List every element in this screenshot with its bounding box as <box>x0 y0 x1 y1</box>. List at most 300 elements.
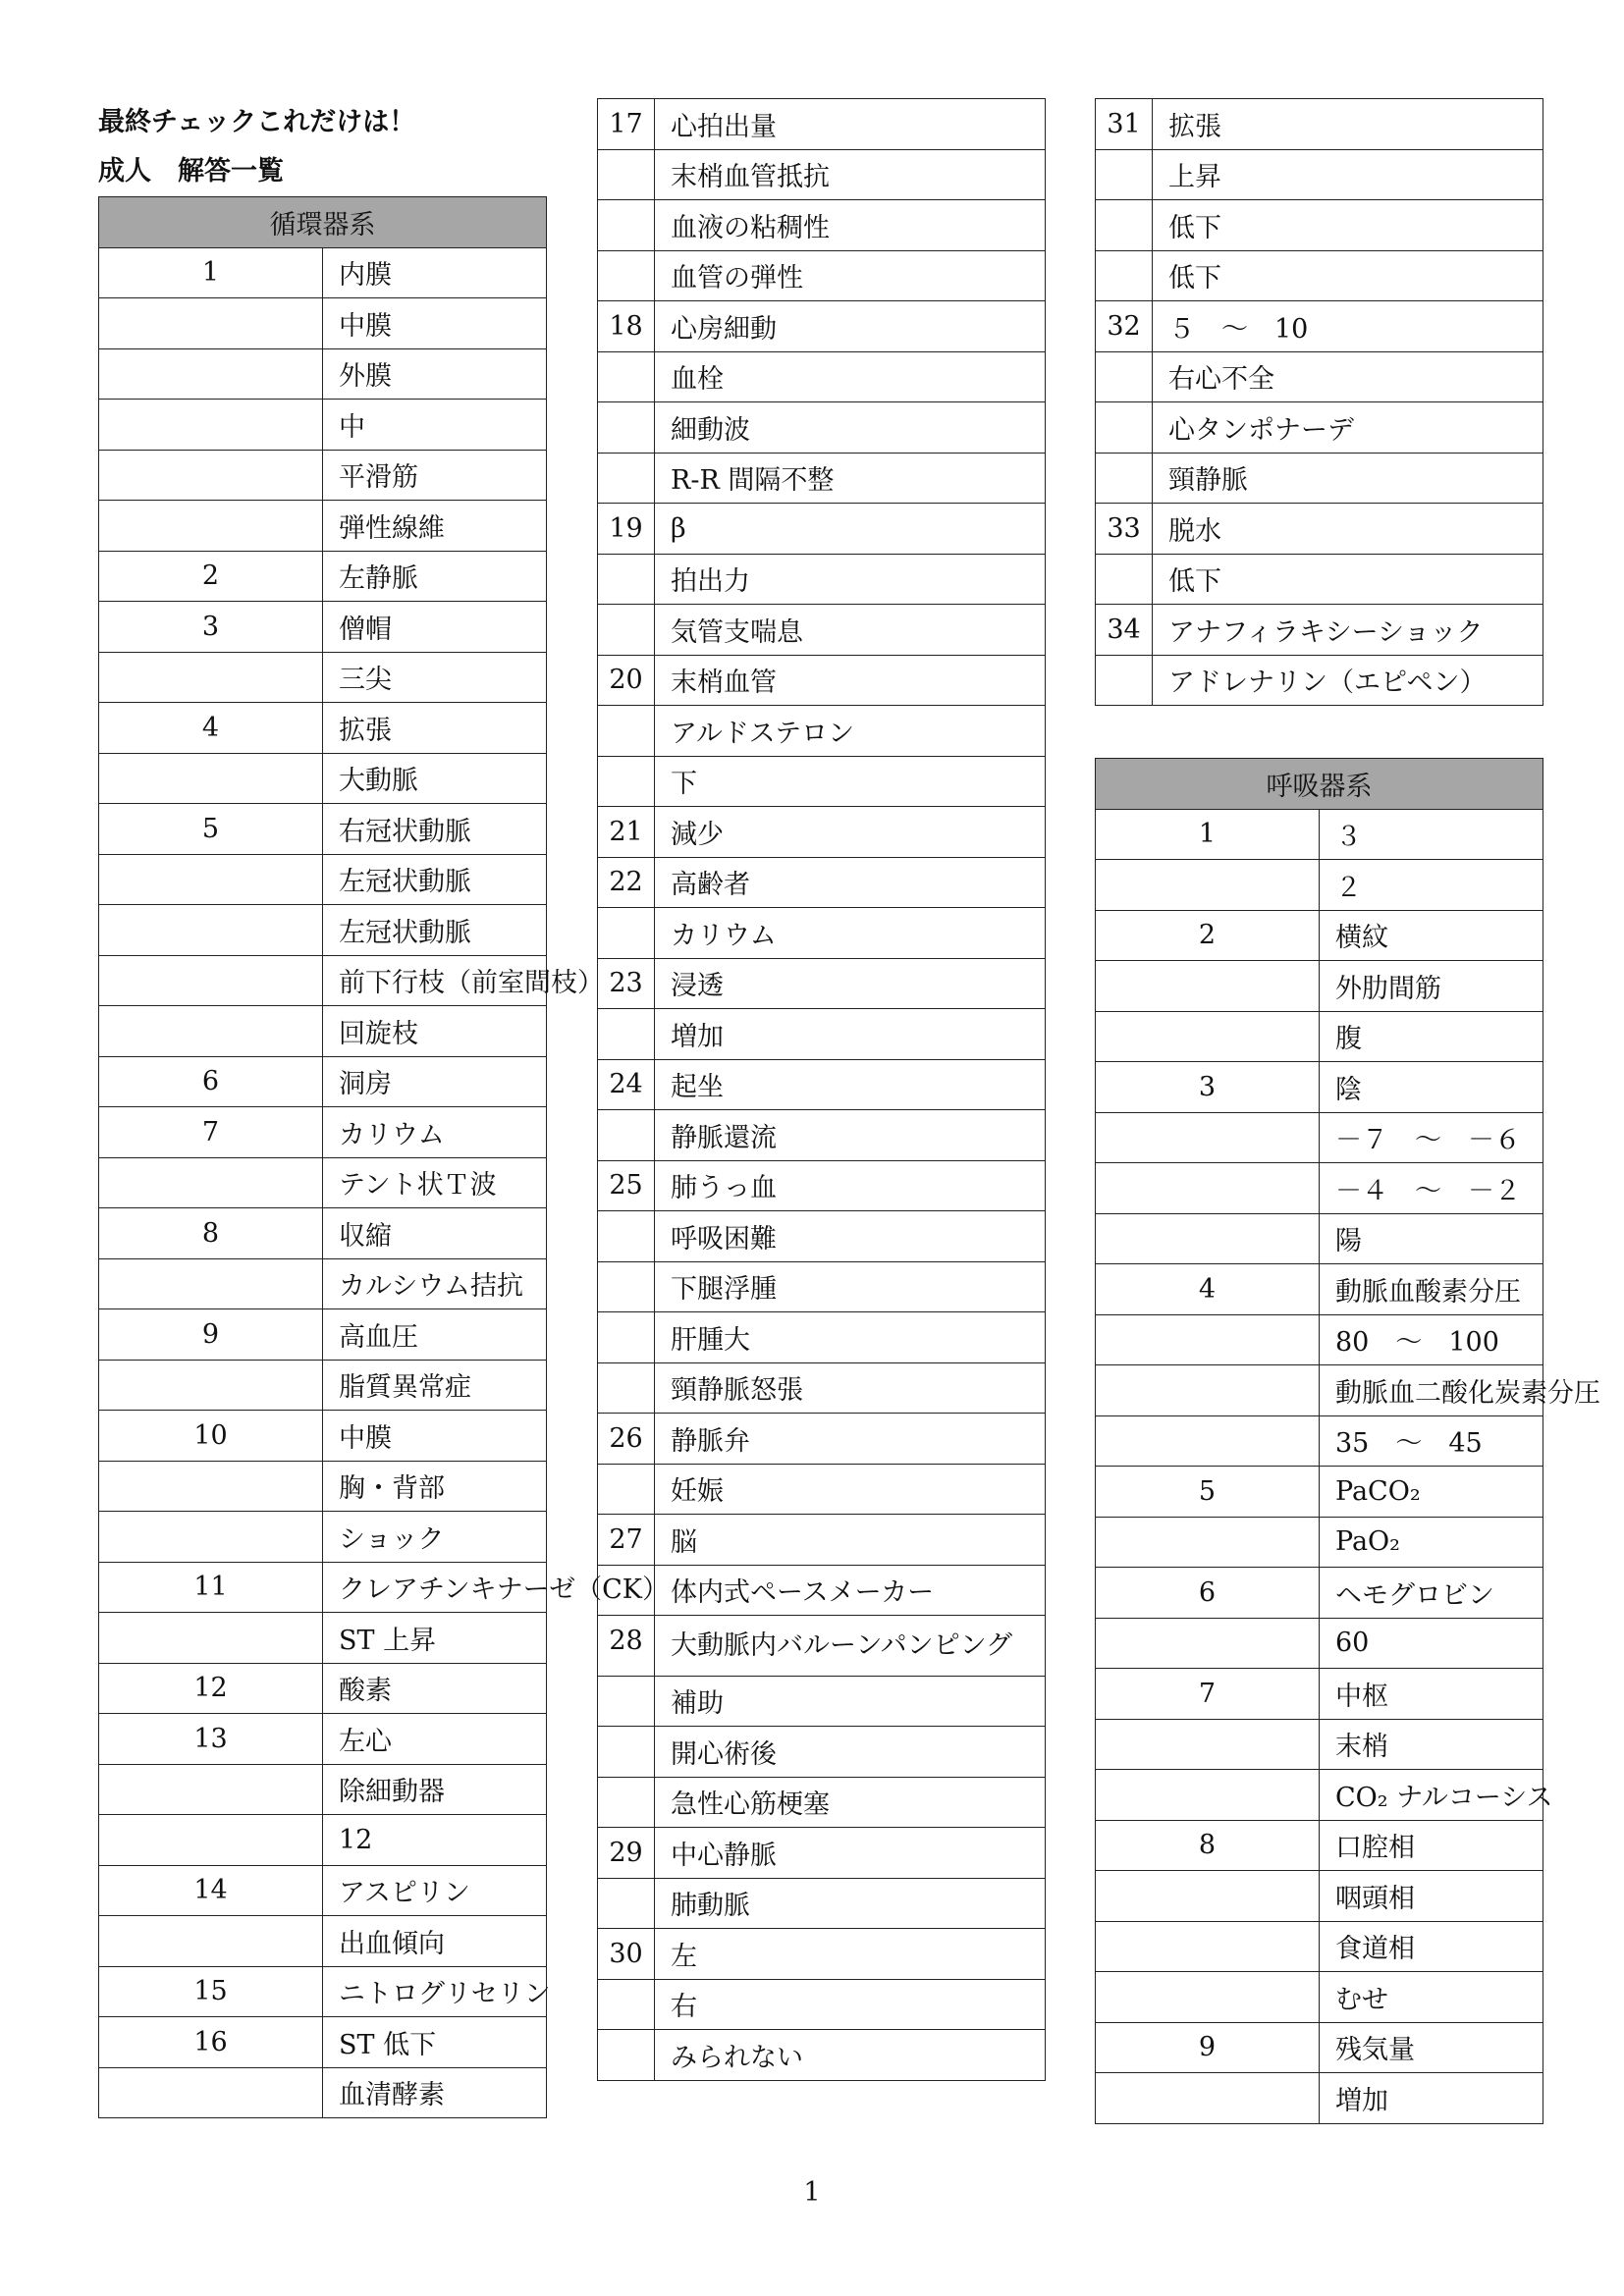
question-number <box>99 905 323 956</box>
page-number: 1 <box>803 2177 821 2208</box>
question-number <box>1096 1011 1320 1062</box>
question-number <box>1096 1972 1320 2023</box>
table-row <box>1096 1213 1543 1264</box>
table-row <box>1096 2073 1543 2124</box>
question-number <box>1096 1921 1320 1972</box>
question-number <box>1096 1365 1320 1416</box>
question-number <box>598 1565 655 1616</box>
answer-text: アルドステロン <box>655 706 1046 757</box>
table-row <box>1096 351 1543 402</box>
table-row <box>598 1362 1046 1414</box>
answer-text: 心拍出量 <box>655 99 1046 150</box>
section-header-row <box>99 197 547 248</box>
answer-text: 動脈血酸素分圧 <box>1320 1264 1543 1315</box>
answer-text: 拡張 <box>1153 99 1543 150</box>
answer-text: テント状Ｔ波 <box>323 1157 547 1208</box>
table-row <box>1096 99 1543 150</box>
answer-text: 洞房 <box>323 1056 547 1107</box>
question-number <box>1096 1314 1320 1365</box>
page-title: 最終チェックこれだけは！ <box>98 107 416 137</box>
table-row <box>598 504 1046 555</box>
question-number <box>598 149 655 200</box>
table-row <box>1096 1062 1543 1113</box>
question-number: 9 <box>1096 2022 1320 2073</box>
table-row <box>99 1562 547 1613</box>
table-row <box>598 1727 1046 1778</box>
table-row <box>598 857 1046 908</box>
table-row <box>598 605 1046 656</box>
table-row <box>598 200 1046 251</box>
answer-text: 脳 <box>655 1515 1046 1566</box>
question-number <box>99 652 323 703</box>
table-row <box>99 1360 547 1411</box>
question-number <box>99 1512 323 1563</box>
table-row <box>1096 2022 1543 2073</box>
answer-text: 右 <box>655 1979 1046 2030</box>
table-row <box>99 1764 547 1815</box>
question-number <box>99 1258 323 1309</box>
question-number: 4 <box>99 703 323 754</box>
answer-text: 脂質異常症 <box>323 1360 547 1411</box>
question-number <box>598 1464 655 1515</box>
answer-text: ３ <box>1320 809 1543 860</box>
question-number <box>99 1006 323 1057</box>
table-row <box>1096 860 1543 911</box>
question-number <box>598 605 655 656</box>
table-row <box>1096 1972 1543 2023</box>
answer-text: 80 ～ 100 <box>1320 1314 1543 1365</box>
table-row <box>598 1828 1046 1879</box>
table-row <box>99 2017 547 2068</box>
question-number <box>598 1110 655 1161</box>
question-number: 19 <box>598 504 655 555</box>
answer-text: 胸・背部 <box>323 1461 547 1512</box>
table-row <box>99 1309 547 1361</box>
answer-text: 末梢血管 <box>655 655 1046 706</box>
table-row <box>1096 1467 1543 1518</box>
table-row <box>99 703 547 754</box>
question-number <box>598 453 655 504</box>
answer-text: 左冠状動脈 <box>323 854 547 905</box>
question-number: 7 <box>99 1107 323 1158</box>
table-row <box>1096 1568 1543 1619</box>
answer-text: むせ <box>1320 1972 1543 2023</box>
section-title: 循環器系 <box>99 197 547 248</box>
question-number <box>1096 1871 1320 1922</box>
table-row <box>99 348 547 400</box>
question-number <box>598 351 655 402</box>
answer-text: 動脈血二酸化炭素分圧 <box>1320 1365 1543 1416</box>
answer-text: 12 <box>323 1815 547 1866</box>
answer-text: 静脈還流 <box>655 1110 1046 1161</box>
answer-text: β <box>655 504 1046 555</box>
answer-text: 血管の弾性 <box>655 250 1046 301</box>
answer-text: 減少 <box>655 807 1046 858</box>
answer-text: アナフィラキシーショック <box>1153 605 1543 656</box>
answer-text: ２ <box>1320 860 1543 911</box>
answer-text: アスピリン <box>323 1865 547 1916</box>
question-number <box>1096 149 1153 200</box>
answer-text: 回旋枝 <box>323 1006 547 1057</box>
table-row <box>1096 402 1543 454</box>
answer-text: みられない <box>655 2030 1046 2081</box>
table-row <box>598 301 1046 352</box>
question-number: 3 <box>99 602 323 653</box>
table-row <box>598 807 1046 858</box>
table-row <box>598 1009 1046 1060</box>
question-number <box>598 2030 655 2081</box>
answer-text: 三尖 <box>323 652 547 703</box>
answer-text: アドレナリン（エピペン） <box>1153 655 1543 706</box>
answer-text: 60 <box>1320 1618 1543 1669</box>
question-number <box>99 2067 323 2118</box>
question-number <box>1096 402 1153 454</box>
question-number: 31 <box>1096 99 1153 150</box>
question-number <box>99 1613 323 1664</box>
answer-text: 咽頭相 <box>1320 1871 1543 1922</box>
table-row <box>1096 1820 1543 1871</box>
answer-text: カルシウム拮抗 <box>323 1258 547 1309</box>
question-number: 18 <box>598 301 655 352</box>
table-row <box>1096 961 1543 1012</box>
answer-text: 中心静脈 <box>655 1828 1046 1879</box>
table-row <box>99 1258 547 1309</box>
table-row <box>99 1461 547 1512</box>
answer-text: 食道相 <box>1320 1921 1543 1972</box>
table-row <box>598 1261 1046 1312</box>
question-number: 27 <box>598 1515 655 1566</box>
answer-text: 外肋間筋 <box>1320 961 1543 1012</box>
answer-text: 静脈弁 <box>655 1414 1046 1465</box>
table-row <box>598 958 1046 1009</box>
question-number: 29 <box>598 1828 655 1879</box>
question-number <box>598 1777 655 1828</box>
table-row <box>1096 301 1543 352</box>
question-number: 1 <box>99 247 323 298</box>
question-number <box>598 908 655 959</box>
answer-text: 頸静脈怒張 <box>655 1362 1046 1414</box>
question-number <box>99 1360 323 1411</box>
answer-text: 前下行枝（前室間枝） <box>323 955 547 1006</box>
answer-text: 増加 <box>1320 2073 1543 2124</box>
answer-text: 35 ～ 45 <box>1320 1415 1543 1467</box>
question-number <box>99 1815 323 1866</box>
question-number: 33 <box>1096 504 1153 555</box>
answer-text: 外膜 <box>323 348 547 400</box>
question-number <box>598 1312 655 1363</box>
question-number <box>99 1157 323 1208</box>
answer-text: 拍出力 <box>655 554 1046 605</box>
answer-text: 左冠状動脈 <box>323 905 547 956</box>
table-row <box>1096 1719 1543 1770</box>
section-title: 呼吸器系 <box>1096 759 1543 810</box>
answer-text: 中 <box>323 400 547 451</box>
question-number: 22 <box>598 857 655 908</box>
table-row <box>598 554 1046 605</box>
table-row <box>1096 554 1543 605</box>
question-number: 24 <box>598 1059 655 1110</box>
table-row <box>598 2030 1046 2081</box>
question-number <box>99 298 323 349</box>
table-row <box>99 501 547 552</box>
table-row <box>99 1613 547 1664</box>
answer-text: 残気量 <box>1320 2022 1543 2073</box>
answer-rows <box>1096 809 1600 2123</box>
question-number <box>1096 1719 1320 1770</box>
question-number: 20 <box>598 655 655 706</box>
table-row <box>598 1616 1046 1677</box>
answer-text: 末梢 <box>1320 1719 1543 1770</box>
answer-text: 呼吸困難 <box>655 1211 1046 1262</box>
table-row <box>99 1512 547 1563</box>
answer-text: 右冠状動脈 <box>323 804 547 855</box>
table-row <box>99 1056 547 1107</box>
table-row <box>99 1663 547 1714</box>
answer-text: 浸透 <box>655 958 1046 1009</box>
question-number <box>598 706 655 757</box>
answer-text: 上昇 <box>1153 149 1543 200</box>
answer-text: カリウム <box>655 908 1046 959</box>
answer-text: 左静脈 <box>323 551 547 602</box>
answer-text: 増加 <box>655 1009 1046 1060</box>
answer-text: 気管支喘息 <box>655 605 1046 656</box>
question-number <box>1096 961 1320 1012</box>
question-number <box>99 400 323 451</box>
answer-text: 除細動器 <box>323 1764 547 1815</box>
table-row <box>99 804 547 855</box>
answer-text: 出血傾向 <box>323 1916 547 1967</box>
table-row <box>99 905 547 956</box>
answer-text: 左心 <box>323 1714 547 1765</box>
answer-text: 肝腫大 <box>655 1312 1046 1363</box>
question-number <box>1096 1163 1320 1214</box>
answer-text: 低下 <box>1153 554 1543 605</box>
answer-text: 低下 <box>1153 250 1543 301</box>
question-number: 13 <box>99 1714 323 1765</box>
table-row <box>598 1312 1046 1363</box>
table-row <box>598 402 1046 454</box>
table-row <box>1096 1314 1543 1365</box>
answer-text: －４ ～ －２ <box>1320 1163 1543 1214</box>
question-number: 7 <box>1096 1669 1320 1720</box>
question-number: 14 <box>99 1865 323 1916</box>
question-number <box>1096 1213 1320 1264</box>
question-number <box>1096 250 1153 301</box>
question-number <box>1096 200 1153 251</box>
answer-text: 低下 <box>1153 200 1543 251</box>
table-row <box>1096 504 1543 555</box>
answer-text: 左 <box>655 1929 1046 1980</box>
answer-text: 頸静脈 <box>1153 453 1543 504</box>
answer-text: 腹 <box>1320 1011 1543 1062</box>
answer-text: 脱水 <box>1153 504 1543 555</box>
table-row <box>598 1464 1046 1515</box>
question-number <box>99 854 323 905</box>
question-number: 5 <box>1096 1467 1320 1518</box>
question-number: 17 <box>598 99 655 150</box>
table-row <box>99 247 547 298</box>
question-number <box>99 753 323 804</box>
question-number <box>99 450 323 501</box>
table-row <box>99 1815 547 1866</box>
question-number <box>99 348 323 400</box>
table-row <box>1096 149 1543 200</box>
answer-text: 横紋 <box>1320 910 1543 961</box>
answer-text: 起坐 <box>655 1059 1046 1110</box>
question-number: 6 <box>99 1056 323 1107</box>
question-number: 4 <box>1096 1264 1320 1315</box>
answer-text: 中膜 <box>323 298 547 349</box>
table-row <box>598 1878 1046 1929</box>
question-number: 8 <box>99 1208 323 1259</box>
table-row <box>598 1777 1046 1828</box>
answer-text: 血栓 <box>655 351 1046 402</box>
answer-text: CO₂ ナルコーシス <box>1320 1770 1543 1821</box>
answer-text: ニトログリセリン <box>323 1966 547 2017</box>
answer-text: 細動波 <box>655 402 1046 454</box>
question-number <box>1096 1618 1320 1669</box>
table-row <box>598 1929 1046 1980</box>
answer-text: ショック <box>323 1512 547 1563</box>
table-row <box>1096 1669 1543 1720</box>
question-number <box>1096 2073 1320 2124</box>
answer-text: 心房細動 <box>655 301 1046 352</box>
table-row <box>99 450 547 501</box>
answer-text: 陰 <box>1320 1062 1543 1113</box>
answer-text: PaO₂ <box>1320 1517 1543 1568</box>
question-number <box>598 1979 655 2030</box>
answer-table-circulatory-3 <box>1095 98 1543 706</box>
question-number <box>99 1764 323 1815</box>
table-row <box>99 1107 547 1158</box>
question-number <box>598 1211 655 1262</box>
table-row <box>1096 1770 1543 1821</box>
column-circulatory-end <box>1095 98 1543 706</box>
table-row <box>1096 1365 1543 1416</box>
question-number <box>598 1362 655 1414</box>
answer-text: 下腿浮腫 <box>655 1261 1046 1312</box>
table-row <box>598 351 1046 402</box>
question-number <box>598 402 655 454</box>
answer-rows <box>1096 99 1543 706</box>
answer-text: 体内式ペースメーカー <box>655 1565 1046 1616</box>
table-row <box>1096 1112 1543 1163</box>
table-row <box>598 1160 1046 1211</box>
question-number <box>1096 554 1153 605</box>
answer-text: 高齢者 <box>655 857 1046 908</box>
answer-text: 補助 <box>655 1676 1046 1727</box>
table-row <box>1096 200 1543 251</box>
table-row <box>1096 655 1543 706</box>
table-row <box>598 706 1046 757</box>
table-row <box>1096 453 1543 504</box>
table-row <box>99 1006 547 1057</box>
answer-text: クレアチンキナーゼ（CK） <box>323 1562 547 1613</box>
answer-text: 陽 <box>1320 1213 1543 1264</box>
answer-text: ST 上昇 <box>323 1613 547 1664</box>
column-circulatory-continued <box>597 98 1046 2081</box>
answer-text: 中膜 <box>323 1411 547 1462</box>
answer-text: PaCO₂ <box>1320 1467 1543 1518</box>
question-number <box>1096 1415 1320 1467</box>
table-row <box>598 1110 1046 1161</box>
table-row <box>99 1865 547 1916</box>
answer-text: ５ ～ 10 <box>1153 301 1543 352</box>
table-row <box>99 551 547 602</box>
answer-table-circulatory-2 <box>597 98 1046 2081</box>
answer-text: ヘモグロビン <box>1320 1568 1543 1619</box>
question-number <box>598 250 655 301</box>
answer-text: ST 低下 <box>323 2017 547 2068</box>
question-number: 2 <box>1096 910 1320 961</box>
answer-rows <box>598 99 1046 2081</box>
table-row <box>1096 605 1543 656</box>
table-row <box>598 908 1046 959</box>
table-row <box>99 1208 547 1259</box>
question-number <box>1096 1517 1320 1568</box>
question-number <box>99 501 323 552</box>
answer-text: 拡張 <box>323 703 547 754</box>
answer-text: －７ ～ －６ <box>1320 1112 1543 1163</box>
question-number: 28 <box>598 1616 655 1677</box>
answer-text: 急性心筋梗塞 <box>655 1777 1046 1828</box>
table-row <box>598 1059 1046 1110</box>
table-row <box>99 854 547 905</box>
table-row <box>1096 1264 1543 1315</box>
question-number <box>99 1461 323 1512</box>
table-row <box>598 1414 1046 1465</box>
question-number <box>99 1916 323 1967</box>
table-row <box>99 1157 547 1208</box>
answer-text: 弾性線維 <box>323 501 547 552</box>
question-number: 3 <box>1096 1062 1320 1113</box>
table-row <box>1096 1011 1543 1062</box>
answer-text: 高血圧 <box>323 1309 547 1361</box>
table-row <box>1096 250 1543 301</box>
answer-text: カリウム <box>323 1107 547 1158</box>
question-number: 12 <box>99 1663 323 1714</box>
table-row <box>598 250 1046 301</box>
table-row <box>1096 1415 1543 1467</box>
answer-text: 酸素 <box>323 1663 547 1714</box>
question-number <box>598 1261 655 1312</box>
answer-text: R-R 間隔不整 <box>655 453 1046 504</box>
table-row <box>598 1979 1046 2030</box>
table-row <box>598 1211 1046 1262</box>
page-subtitle: 成人 解答一覧 <box>98 156 284 187</box>
question-number <box>598 756 655 807</box>
table-row <box>598 655 1046 706</box>
table-row <box>99 1411 547 1462</box>
question-number: 26 <box>598 1414 655 1465</box>
answer-text: 収縮 <box>323 1208 547 1259</box>
table-row <box>1096 1163 1543 1214</box>
answer-text: 肺うっ血 <box>655 1160 1046 1211</box>
answer-text: 右心不全 <box>1153 351 1543 402</box>
table-row <box>1096 1618 1543 1669</box>
question-number <box>598 1009 655 1060</box>
column-respiratory <box>1095 758 1600 2124</box>
question-number <box>1096 351 1153 402</box>
question-number: 21 <box>598 807 655 858</box>
question-number: 1 <box>1096 809 1320 860</box>
question-number: 23 <box>598 958 655 1009</box>
table-row <box>99 1916 547 1967</box>
table-row <box>598 756 1046 807</box>
question-number <box>598 1727 655 1778</box>
answer-text: 開心術後 <box>655 1727 1046 1778</box>
question-number: 32 <box>1096 301 1153 352</box>
